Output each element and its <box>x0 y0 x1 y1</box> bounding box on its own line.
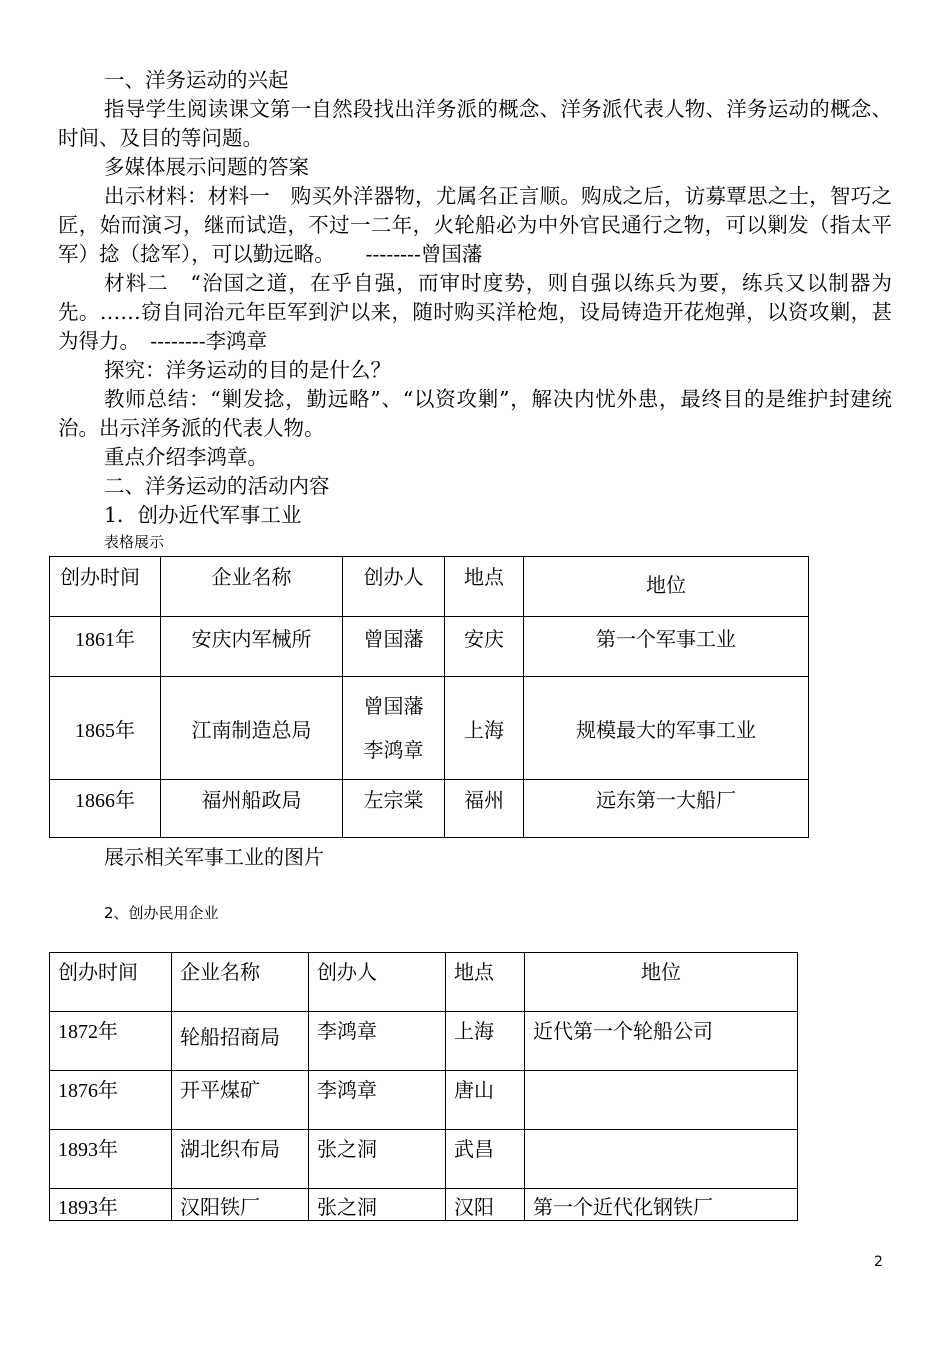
place-cell: 安庆 <box>445 617 524 677</box>
page-number: 2 <box>874 1254 883 1270</box>
enterprise-name-cell: 汉阳铁厂 <box>172 1189 309 1221</box>
header-cell: 地点 <box>445 557 524 617</box>
founder-cell: 曾国藩 <box>343 617 445 677</box>
paragraph-multimedia: 多媒体展示问题的答案 <box>104 155 309 179</box>
header-cell: 地位 <box>524 557 809 617</box>
header-cell: 创办人 <box>309 953 446 1012</box>
table-row <box>50 1012 798 1071</box>
subsection-military-industry: 1．创办近代军事工业 <box>104 503 302 527</box>
enterprise-name-cell: 轮船招商局 <box>172 1012 309 1071</box>
year-cell: 1872年 <box>50 1012 172 1071</box>
status-cell: 第一个军事工业 <box>524 617 809 677</box>
paragraph-teacher-summary: 教师总结：“剿发捻，勤远略”、“以资攻剿”，解决内忧外患，最终目的是维护封建统治。出示洋务派的代表人物。 <box>58 387 892 440</box>
header-cell: 地点 <box>446 953 525 1012</box>
year-cell: 1865年 <box>50 677 161 780</box>
table-row <box>50 617 809 677</box>
table-header-row <box>50 557 809 617</box>
military-industry-table <box>49 556 809 838</box>
header-cell: 企业名称 <box>161 557 343 617</box>
year-cell: 1893年 <box>50 1130 172 1189</box>
place-cell: 上海 <box>445 677 524 780</box>
status-cell <box>525 1071 798 1130</box>
table-caption: 表格展示 <box>104 533 165 551</box>
place-cell: 唐山 <box>446 1071 525 1130</box>
paragraph-inquiry: 探究：洋务运动的目的是什么？ <box>104 358 391 382</box>
founder-name: 李鸿章 <box>363 738 424 762</box>
header-cell: 地位 <box>525 953 798 1012</box>
year-cell: 1866年 <box>50 780 161 838</box>
year-cell: 1861年 <box>50 617 161 677</box>
founder-cell: 李鸿章 <box>309 1071 446 1130</box>
founder-name: 曾国藩 <box>363 694 424 718</box>
year-cell: 1893年 <box>50 1189 172 1221</box>
section1-heading: 一、洋务运动的兴起 <box>104 68 289 92</box>
enterprise-name-cell: 湖北织布局 <box>172 1130 309 1189</box>
status-cell: 远东第一大船厂 <box>524 780 809 838</box>
enterprise-name-cell: 开平煤矿 <box>172 1071 309 1130</box>
status-cell: 第一个近代化钢铁厂 <box>525 1189 798 1221</box>
enterprise-name-cell: 福州船政局 <box>161 780 343 838</box>
header-cell: 创办时间 <box>50 557 161 617</box>
founder-cell <box>343 677 445 780</box>
founder-cell: 张之洞 <box>309 1130 446 1189</box>
paragraph-material-one: 出示材料：材料一 购买外洋器物，尤属名正言顺。购成之后，访募覃思之士，智巧之匠，始而演习，继而试造，不过一二年，火轮船必为中外官民通行之物，可以剿发（指太平军）捻（捻军），可以勤远略。 --------曾国藩 <box>58 184 892 266</box>
place-cell: 汉阳 <box>446 1189 525 1221</box>
civil-enterprise-table <box>49 952 798 1221</box>
founder-cell: 李鸿章 <box>309 1012 446 1071</box>
paragraph-guide-reading: 指导学生阅读课文第一自然段找出洋务派的概念、洋务派代表人物、洋务运动的概念、时间、及目的等问题。 <box>58 97 892 150</box>
enterprise-name-cell: 安庆内军械所 <box>161 617 343 677</box>
table-header-row <box>50 953 798 1012</box>
header-cell: 企业名称 <box>172 953 309 1012</box>
founder-cell: 张之洞 <box>309 1189 446 1221</box>
table-row <box>50 1071 798 1130</box>
paragraph-material-two: 材料二 “治国之道，在乎自强，而审时度势，则自强以练兵为要，练兵又以制器为先。……窃自同治元年臣军到沪以来，随时购买洋枪炮，设局铸造开花炮弹，以资攻剿，甚为得力。 --------李鸿章 <box>58 271 892 353</box>
status-cell <box>525 1130 798 1189</box>
table-row <box>50 677 809 780</box>
status-cell: 近代第一个轮船公司 <box>525 1012 798 1071</box>
table-row <box>50 780 809 838</box>
section2-heading: 二、洋务运动的活动内容 <box>104 474 330 498</box>
header-cell: 创办时间 <box>50 953 172 1012</box>
header-cell: 创办人 <box>343 557 445 617</box>
table-row <box>50 1130 798 1189</box>
place-cell: 上海 <box>446 1012 525 1071</box>
year-cell: 1876年 <box>50 1071 172 1130</box>
place-cell: 福州 <box>445 780 524 838</box>
enterprise-name-cell: 江南制造总局 <box>161 677 343 780</box>
pictures-note: 展示相关军事工业的图片 <box>104 845 324 869</box>
status-cell: 规模最大的军事工业 <box>524 677 809 780</box>
subsection-civil-enterprises: 2、创办民用企业 <box>104 904 219 922</box>
table-row <box>50 1189 798 1221</box>
place-cell: 武昌 <box>446 1130 525 1189</box>
paragraph-li-hongzhang: 重点介绍李鸿章。 <box>104 445 268 469</box>
founder-cell: 左宗棠 <box>343 780 445 838</box>
